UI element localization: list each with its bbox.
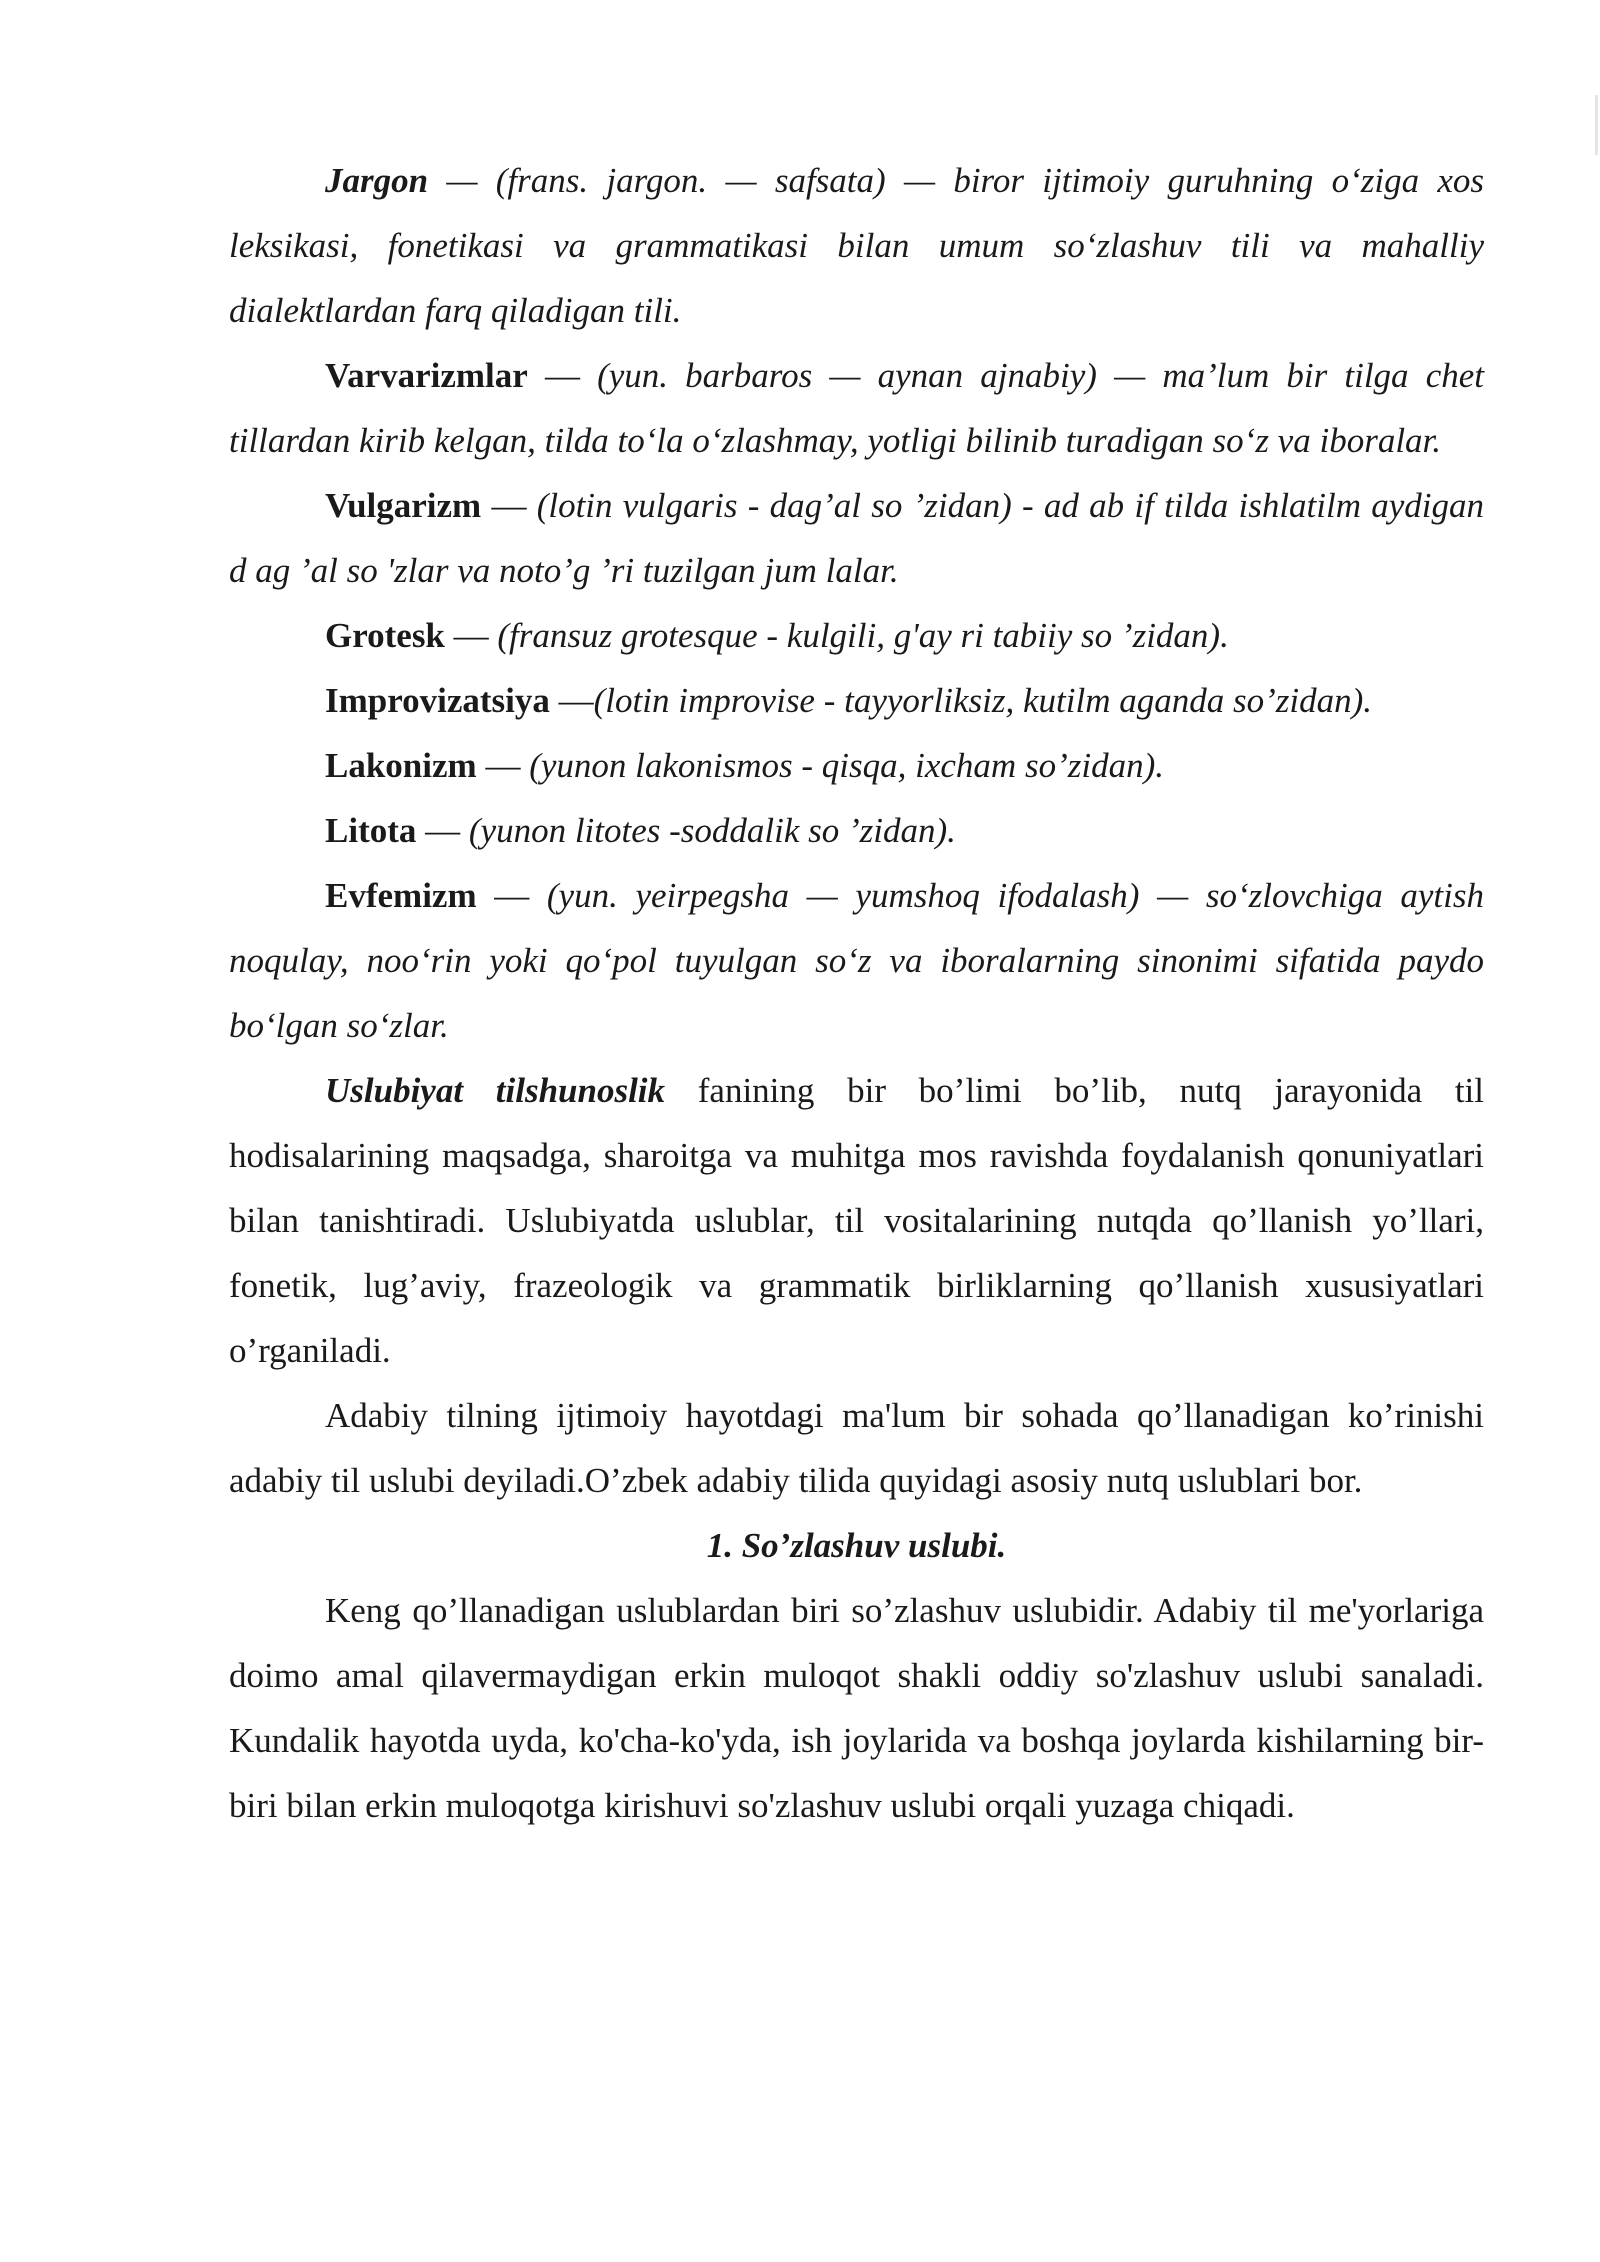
term-lakonizm: Lakonizm — [325, 746, 477, 785]
term-varvarizmlar: Varvarizmlar — [325, 356, 528, 395]
definition-improvizatsiya — [229, 668, 1484, 733]
definition-text: (lotin improvise - tayyorliksiz, kutilm aganda so’zidan). — [593, 681, 1372, 720]
term-separator: — — [476, 746, 530, 785]
term-separator: — — [481, 486, 537, 525]
definition-text: — (frans. jargon. — safsata) — biror ijtimoiy guruhning o‘ziga xos leksikasi, fonetikasi va grammatikasi bilan umum so‘zlashuv tili va mahalliy dialektlardan farq qiladigan tili. — [229, 161, 1484, 330]
term-jargon: Jargon — [325, 161, 429, 200]
paragraph-keng: Keng qo’llanadigan uslublardan biri so’zlashuv uslubidir. Adabiy til me'yorlariga doimo amal qilavermaydigan erkin muloqot shakli oddiy so'zlashuv uslubi sanaladi. Kundalik hayotda uyda, ko'cha-ko'yda, ish joylarida va boshqa joylarda kishilarning bir-biri bilan erkin muloqotga kirishuvi so'zlashuv uslubi orqali yuzaga chiqadi. — [229, 1591, 1484, 1825]
definition-litota — [229, 798, 1484, 863]
definition-varvarizmlar — [229, 343, 1484, 473]
definition-evfemizm — [229, 863, 1484, 1058]
term-improvizatsiya: Improvizatsiya — [325, 681, 550, 720]
term-evfemizm: Evfemizm — [325, 876, 477, 915]
definition-text: (yun. barbaros — aynan ajnabiy) — ma’lum bir tilga chet tillardan kirib kelgan, tilda to‘la o‘zlashmay, yotligi bilinib turadigan so‘z va iboralar. — [229, 356, 1484, 460]
definition-text: (yunon lakonismos - qisqa, ixcham so’zidan). — [529, 746, 1164, 785]
term-vulgarizm: Vulgarizm — [325, 486, 482, 525]
definition-vulgarizm — [229, 473, 1484, 603]
term-separator: — — [549, 681, 594, 720]
definition-text: (yunon litotes -soddalik so ’zidan). — [468, 811, 956, 850]
term-grotesk: Grotesk — [325, 616, 445, 655]
term-separator: — — [527, 356, 598, 395]
term-uslubiyat: Uslubiyat tilshunoslik — [325, 1071, 666, 1110]
term-litota: Litota — [325, 811, 417, 850]
page-edge-mark — [1595, 95, 1598, 155]
document-page — [229, 148, 1484, 1838]
definition-grotesk — [229, 603, 1484, 668]
definition-lakonizm — [229, 733, 1484, 798]
definition-text: (yun. yeirpegsha — yumshoq ifodalash) — so‘zlovchiga aytish noqulay, noo‘rin yoki qo‘pol tuyulgan so‘z va iboralarning sinonimi sifatida paydo bo‘lgan so‘zlar. — [229, 876, 1484, 1045]
definition-jargon — [229, 148, 1484, 343]
definition-text: (lotin vulgaris - dag’al so ’zidan) - ad ab if tilda ishlatilm aydigan d ag ’al so 'zlar va noto’g ’ri tuzilgan jum lalar. — [229, 486, 1484, 590]
paragraph-text: fanining bir bo’limi bo’lib, nutq jarayonida til hodisalarining maqsadga, sharoitga va muhitga mos ravishda foydalanish qonuniyatlari bilan tanishtiradi. Uslubiyatda uslublar, til vositalarining nutqda qo’llanish yo’llari, fonetik, lug’aviy, frazeologik va grammatik birliklarning qo’llanish xususiyatlari o’rganiladi. — [229, 1071, 1485, 1370]
term-separator: — — [476, 876, 547, 915]
term-separator: — — [444, 616, 498, 655]
paragraph-uslubiyat — [229, 1058, 1484, 1383]
term-separator: — — [416, 811, 469, 850]
definition-text: (fransuz grotesque - kulgili, g'ay ri tabiiy so ’zidan). — [497, 616, 1229, 655]
paragraph-adabiy: Adabiy tilning ijtimoiy hayotdagi ma'lum bir sohada qo’llanadigan ko’rinishi adabiy til uslubi deyiladi.O’zbek adabiy tilida quyidagi asosiy nutq uslublari bor. — [229, 1396, 1484, 1500]
section-heading: 1. So’zlashuv uslubi. — [706, 1526, 1007, 1565]
